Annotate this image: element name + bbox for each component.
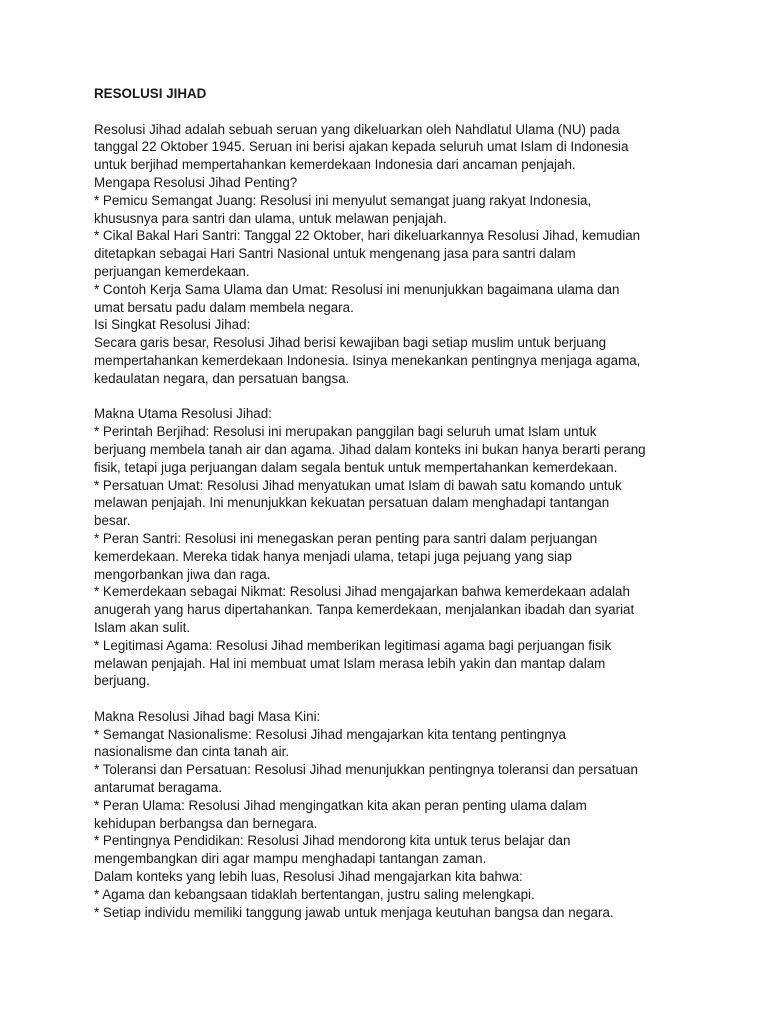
text-line: tanggal 22 Oktober 1945. Seruan ini berisi ajakan kepada seluruh umat Islam di Indonesia (94, 139, 629, 155)
text-line: Makna Resolusi Jihad bagi Masa Kini: (94, 708, 321, 724)
text-line: Dalam konteks yang lebih luas, Resolusi Jihad mengajarkan kita bahwa: (94, 869, 523, 885)
text-line: * Semangat Nasionalisme: Resolusi Jihad mengajarkan kita tentang pentingnya (94, 726, 566, 742)
text-line: * Pemicu Semangat Juang: Resolusi ini menyulut semangat juang rakyat Indonesia, (94, 192, 592, 208)
text-line: Isi Singkat Resolusi Jihad: (94, 317, 251, 333)
text-line: Resolusi Jihad adalah sebuah seruan yang dikeluarkan oleh Nahdlatul Ulama (NU) pada (94, 121, 620, 137)
text-line: mengembangkan diri agar mampu menghadapi tantangan zaman. (94, 851, 487, 867)
text-line: * Setiap individu memiliki tanggung jawab untuk menjaga keutuhan bangsa dan negara. (94, 904, 614, 920)
text-line: nasionalisme dan cinta tanah air. (94, 744, 290, 760)
text-line: umat bersatu padu dalam membela negara. (94, 299, 354, 315)
text-line: Islam akan sulit. (94, 619, 191, 635)
text-line: * Kemerdekaan sebagai Nikmat: Resolusi Jihad mengajarkan bahwa kemerdekaan adalah (94, 584, 630, 600)
text-line: kemerdekaan. Mereka tidak hanya menjadi ulama, tetapi juga pejuang yang siap (94, 548, 572, 564)
text-line: * Agama dan kebangsaan tidaklah bertentangan, justru saling melengkapi. (94, 886, 535, 902)
blank-line (94, 388, 708, 406)
text-line: khususnya para santri dan ulama, untuk melawan penjajah. (94, 210, 447, 226)
text-line: berjuang. (94, 673, 150, 689)
text-line: melawan penjajah. Ini menunjukkan kekuatan persatuan dalam menghadapi tantangan (94, 495, 610, 511)
text-line: ditetapkan sebagai Hari Santri Nasional untuk mengenang jasa para santri dalam (94, 246, 576, 262)
document-body (94, 103, 708, 922)
text-line: perjuangan kemerdekaan. (94, 263, 250, 279)
blank-line (94, 690, 708, 708)
text-line: berjuang membela tanah air dan agama. Jihad dalam konteks ini bukan hanya berarti perang (94, 441, 646, 457)
text-line: mempertahankan kemerdekaan Indonesia. Isinya menekankan pentingnya menjaga agama, (94, 352, 641, 368)
text-line: kedaulatan negara, dan persatuan bangsa. (94, 370, 350, 386)
text-line: * Persatuan Umat: Resolusi Jihad menyatukan umat Islam di bawah satu komando untuk (94, 477, 622, 493)
text-line: Makna Utama Resolusi Jihad: (94, 406, 272, 422)
text-line: untuk berjihad mempertahankan kemerdekaan Indonesia dari ancaman penjajah. (94, 157, 576, 173)
text-line: Mengapa Resolusi Jihad Penting? (94, 174, 298, 190)
text-line: antarumat beragama. (94, 780, 223, 796)
text-line: * Cikal Bakal Hari Santri: Tanggal 22 Oktober, hari dikeluarkannya Resolusi Jihad, kemudian (94, 228, 641, 244)
document-title: RESOLUSI JIHAD (94, 86, 207, 101)
text-line: * Legitimasi Agama: Resolusi Jihad memberikan legitimasi agama bagi perjuangan fisik (94, 637, 612, 653)
text-line: melawan penjajah. Hal ini membuat umat Islam merasa lebih yakin dan mantap dalam (94, 655, 606, 671)
text-line: * Peran Santri: Resolusi ini menegaskan peran penting para santri dalam perjuangan (94, 530, 598, 546)
text-line: besar. (94, 513, 131, 529)
text-line: * Perintah Berjihad: Resolusi ini merupakan panggilan bagi seluruh umat Islam untuk (94, 424, 597, 440)
text-line: * Pentingnya Pendidikan: Resolusi Jihad mendorong kita untuk terus belajar dan (94, 833, 571, 849)
text-line: anugerah yang harus dipertahankan. Tanpa kemerdekaan, menjalankan ibadah dan syariat (94, 602, 635, 618)
blank-line (94, 103, 708, 121)
text-line: * Contoh Kerja Sama Ulama dan Umat: Resolusi ini menunjukkan bagaimana ulama dan (94, 281, 620, 297)
text-line: * Toleransi dan Persatuan: Resolusi Jihad menunjukkan pentingnya toleransi dan persatuan (94, 762, 638, 778)
text-line: fisik, tetapi juga perjuangan dalam segala bentuk untuk mempertahankan kemerdekaan. (94, 459, 618, 475)
text-line: * Peran Ulama: Resolusi Jihad mengingatkan kita akan peran penting ulama dalam (94, 797, 587, 813)
text-line: Secara garis besar, Resolusi Jihad berisi kewajiban bagi setiap muslim untuk berjuang (94, 335, 607, 351)
text-line: mengorbankan jiwa dan raga. (94, 566, 271, 582)
text-line: kehidupan berbangsa dan bernegara. (94, 815, 318, 831)
